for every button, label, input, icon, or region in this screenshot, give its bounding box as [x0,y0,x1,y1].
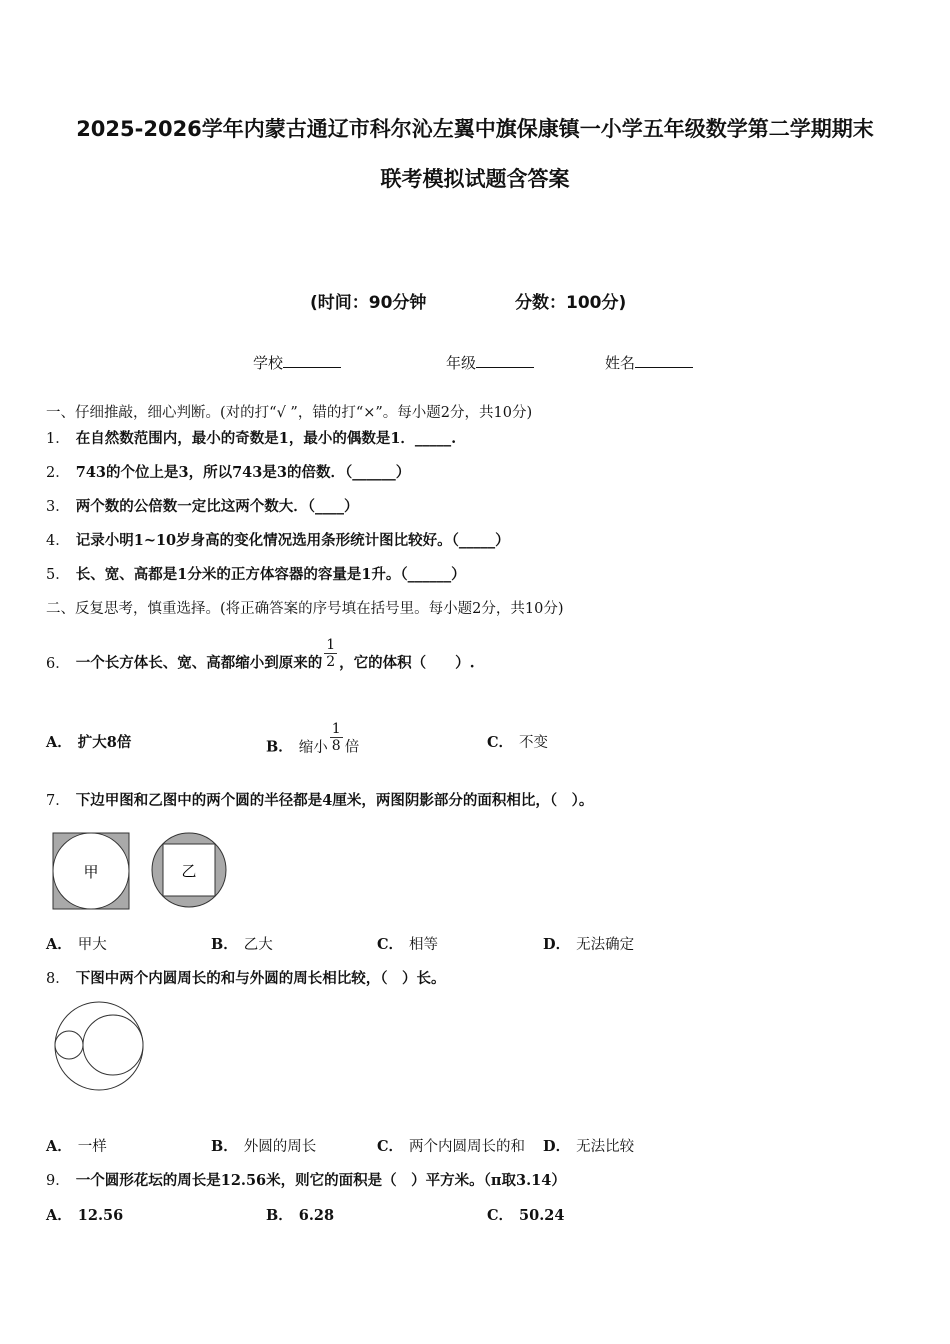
school-label: 学校 [253,354,284,372]
question-4 [46,529,510,550]
section2-header: 二、反复思考，慎重选择。(将正确答案的序号填在括号里。每小题2分，共10分) [46,601,564,617]
question-number: 6． [46,655,70,672]
name-field[interactable] [605,352,693,373]
question-text: 记录小明1~10岁身高的变化情况选用条形统计图比较好。（_____） [75,532,510,549]
grade-blank[interactable] [476,367,534,368]
question-text: 下边甲图和乙图中的两个圆的半径都是4厘米，两图阴影部分的面积相比，（ ）。 [75,792,594,809]
school-blank[interactable] [283,367,341,368]
doc-title-line1: 2025-2026学年内蒙古通辽市科尔沁左翼中旗保康镇一小学五年级数学第二学期期末 [76,117,874,141]
q8-option-a[interactable]: A． 一样 [46,1138,107,1155]
question-8 [46,967,445,988]
question-number: 4． [46,533,70,549]
small-inner-circle [55,1031,83,1059]
question-6 [46,637,475,680]
q8-option-d[interactable]: D． 无法比较 [543,1138,635,1155]
question-number: 7． [46,793,70,809]
school-field[interactable] [253,352,341,373]
q8-option-b[interactable]: B． 外圆的周长 [211,1138,317,1155]
q8-figure [50,998,150,1098]
figure-jia [53,833,129,909]
time-label: (时间：90分钟 [310,293,427,313]
question-number: 9． [46,1173,70,1189]
question-text: 一个圆形花坛的周长是12.56米，则它的面积是（ ）平方米。（π取3.14） [75,1172,566,1189]
name-blank[interactable] [635,367,693,368]
figure-yi [152,833,226,907]
figure-jia-label: 甲 [83,863,99,881]
question-2 [46,461,410,482]
question-text: 743的个位上是3，所以743是3的倍数．（______） [75,464,411,481]
question-text: 长、宽、高都是1分米的正方体容器的容量是1升。（______） [75,566,466,583]
question-5 [46,563,466,584]
q9-option-b[interactable]: B． 6.28 [266,1207,335,1224]
question-text: 下图中两个内圆周长的和与外圆的周长相比较，（ ）长。 [75,970,446,987]
grade-field[interactable] [446,352,534,373]
large-inner-circle [83,1015,143,1075]
question-number: 3． [46,499,70,515]
q7-figures [48,828,238,916]
q6-option-b[interactable]: B． 缩小 $\frac{1}{8}$ 倍 [266,721,360,756]
score-label: 分数：100分) [515,293,627,313]
section1-header: 一、仔细推敲，细心判断。(对的打“√ ”，错的打“×”。每小题2分，共10分) [46,405,533,421]
question-number: 8． [46,971,70,987]
q6-option-c[interactable]: C． 不变 [487,734,549,751]
question-number: 1． [46,431,70,447]
q9-option-a[interactable]: A． 12.56 [46,1207,124,1224]
question-9 [46,1169,566,1190]
q7-option-c[interactable]: C． 相等 [377,936,439,953]
q7-option-b[interactable]: B． 乙大 [211,936,273,953]
fraction-one-eighth: $\frac{1}{8}$ [331,721,341,754]
q7-option-a[interactable]: A． 甲大 [46,936,107,953]
figure-yi-label: 乙 [181,862,197,880]
question-7 [46,789,593,810]
doc-title-line2: 联考模拟试题含答案 [380,167,570,191]
question-3 [46,495,358,516]
name-label: 姓名 [605,354,636,372]
question-number: 2． [46,465,70,481]
question-text-after: ，它的体积（ ）. [339,654,475,672]
question-text-before: 一个长方体长、宽、高都缩小到原来的 [75,654,323,672]
question-text: 在自然数范围内，最小的奇数是1，最小的偶数是1．_____. [75,430,457,447]
q8-option-c[interactable]: C． 两个内圆周长的和 [377,1138,526,1155]
q7-option-d[interactable]: D． 无法确定 [543,936,635,953]
question-number: 5． [46,567,70,583]
q6-option-a[interactable]: A． 扩大8倍 [46,734,132,751]
fraction-one-half: $\frac{1}{2}$ [326,637,336,670]
q9-option-c[interactable]: C． 50.24 [487,1207,565,1224]
grade-label: 年级 [446,354,477,372]
question-text: 两个数的公倍数一定比这两个数大．（____） [75,498,359,515]
question-1 [46,427,456,448]
